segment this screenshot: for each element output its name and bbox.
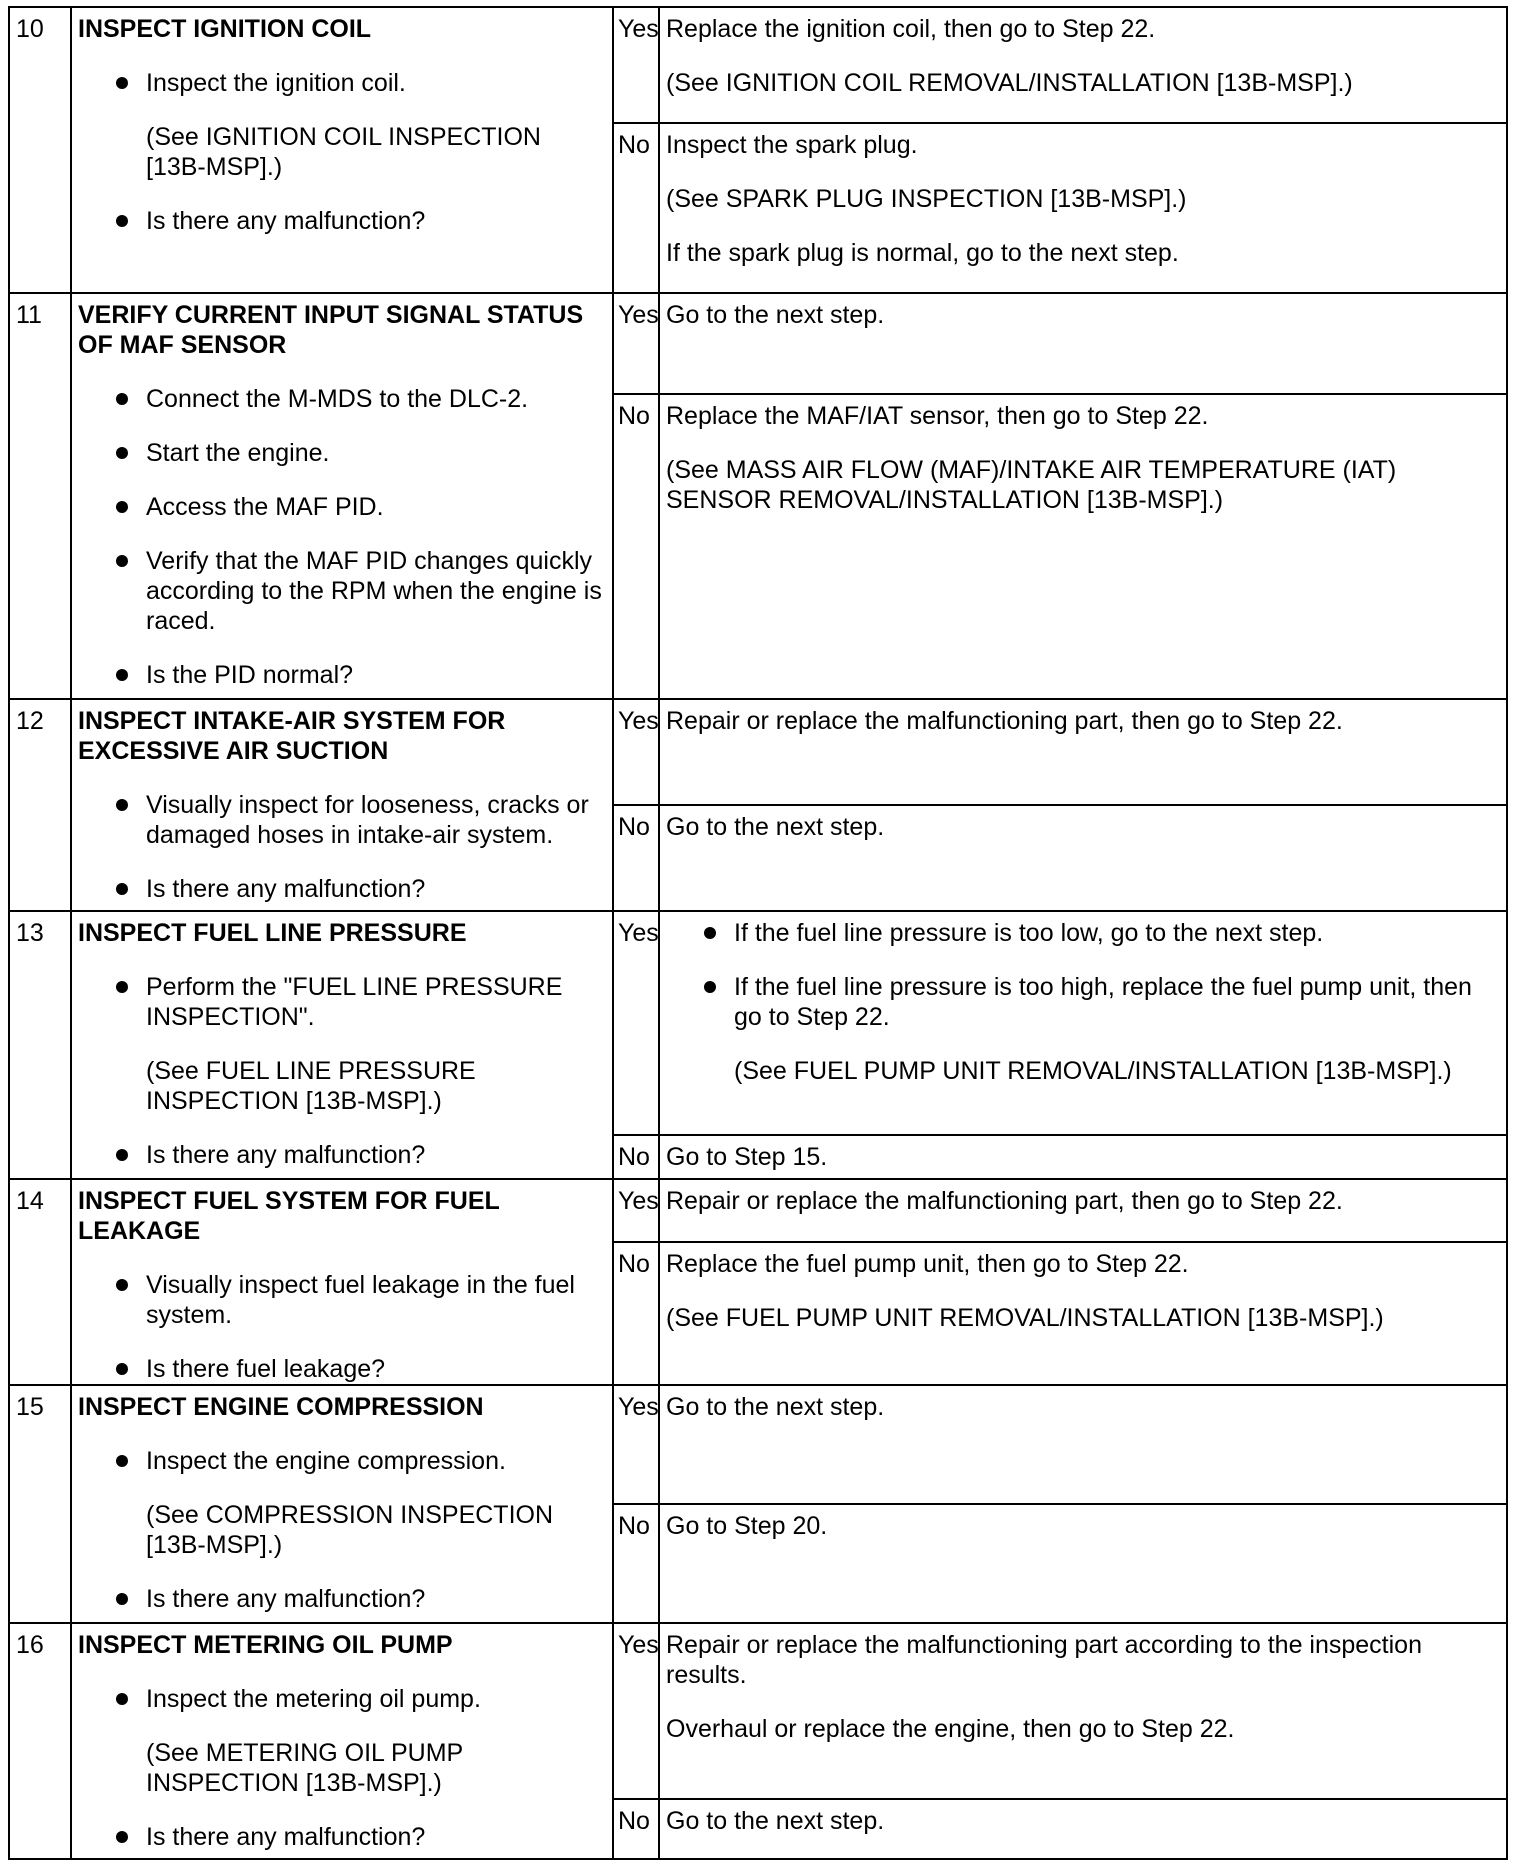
action-text: Perform the "FUEL LINE PRESSURE INSPECTION". [146,973,563,1031]
step-action-cell [71,1179,613,1385]
action-item [78,660,606,690]
action-item [78,438,606,468]
step-11-yes-row [9,293,1507,394]
step-action-cell [71,911,613,1179]
yes-label: Yes [613,1623,659,1799]
step-16-yes-row [9,1623,1507,1799]
step-number: 13 [9,911,71,1179]
result-text: If the fuel line pressure is too low, go to the next step. [734,919,1324,947]
action-text: Visually inspect for looseness, cracks or damaged hoses in intake-air system. [146,791,589,849]
action-text: Access the MAF PID. [146,493,384,521]
yes-result-cell [659,1385,1507,1504]
step-title: INSPECT FUEL SYSTEM FOR FUEL LEAKAGE [78,1187,500,1245]
yes-result-cell [659,293,1507,394]
action-item [78,790,606,850]
result-item [666,918,1500,948]
no-label: No [613,1242,659,1385]
action-text: Is the PID normal? [146,661,354,689]
result-text: Go to the next step. [666,1393,885,1421]
bullet-icon [116,669,128,681]
bullet-icon [116,981,128,993]
no-label: No [613,123,659,293]
result-text: If the spark plug is normal, go to the next step. [666,239,1179,267]
action-text: Is there any malfunction? [146,207,426,235]
bullet-icon [116,1363,128,1375]
bullet-icon [116,1149,128,1161]
action-item [78,1684,606,1714]
action-list [78,206,606,236]
step-title: INSPECT METERING OIL PUMP [78,1631,453,1659]
action-text: Verify that the MAF PID changes quickly according to the RPM when the engine is raced. [146,547,602,635]
yes-result-cell [659,7,1507,123]
step-number: 15 [9,1385,71,1623]
bullet-icon [116,77,128,89]
result-text: Replace the fuel pump unit, then go to Step 22. [666,1249,1189,1278]
diagnostic-page [8,6,1508,1851]
action-list [78,972,606,1032]
step-number: 10 [9,7,71,293]
step-action-cell [71,1385,613,1623]
result-text: Go to the next step. [666,1807,885,1835]
reference-link[interactable]: (See COMPRESSION INSPECTION [13B-MSP].) [146,1501,554,1559]
action-item [78,1270,606,1330]
reference-link[interactable]: (See FUEL LINE PRESSURE INSPECTION [13B-MSP].) [146,1057,476,1115]
result-text: Go to the next step. [666,301,885,329]
action-item [78,972,606,1032]
step-title: INSPECT ENGINE COMPRESSION [78,1393,484,1421]
step-number: 11 [9,293,71,699]
action-item [78,1822,606,1852]
diagnostic-table [8,6,1508,1860]
action-text: Inspect the ignition coil. [146,69,406,97]
result-text: Repair or replace the malfunctioning part, then go to Step 22. [666,1187,1343,1215]
bullet-icon [116,1831,128,1843]
action-item [78,546,606,636]
bullet-icon [116,393,128,405]
reference-link[interactable]: (See SPARK PLUG INSPECTION [13B-MSP].) [666,185,1187,213]
action-text: Visually inspect fuel leakage in the fuel system. [146,1271,575,1329]
bullet-icon [116,799,128,811]
step-number: 12 [9,699,71,911]
action-list [78,1584,606,1614]
no-result-cell [659,1135,1507,1179]
result-text: Overhaul or replace the engine, then go to Step 22. [666,1715,1235,1743]
step-13-yes-row [9,911,1507,1135]
result-text: Inspect the spark plug. [666,131,918,159]
action-text: Is there fuel leakage? [146,1355,386,1383]
step-action-cell [71,699,613,911]
action-text: Inspect the engine compression. [146,1447,506,1475]
no-result-cell [659,394,1507,699]
reference-link[interactable]: (See FUEL PUMP UNIT REMOVAL/INSTALLATION [13B-MSP].) [666,1303,1384,1332]
action-list [78,1140,606,1170]
action-list [78,790,606,904]
no-result-cell [659,123,1507,293]
action-list [78,1822,606,1852]
yes-label: Yes [613,699,659,805]
step-15-yes-row [9,1385,1507,1504]
step-title: VERIFY CURRENT INPUT SIGNAL STATUS OF MAF SENSOR [78,301,584,359]
step-action-cell [71,293,613,699]
action-text: Is there any malfunction? [146,1585,426,1613]
action-item [78,492,606,522]
result-text: Go to Step 15. [666,1143,828,1171]
result-text: Repair or replace the malfunctioning part, then go to Step 22. [666,707,1343,735]
bullet-icon [116,215,128,227]
result-text: Replace the MAF/IAT sensor, then go to Step 22. [666,402,1209,430]
action-list [78,68,606,98]
result-text: If the fuel line pressure is too high, replace the fuel pump unit, then go to Step 22. [734,973,1472,1031]
no-result-cell [659,805,1507,911]
action-text: Start the engine. [146,439,330,467]
result-text: Replace the ignition coil, then go to Step 22. [666,15,1156,43]
action-list [78,1684,606,1714]
action-item [78,874,606,904]
reference-link[interactable]: (See METERING OIL PUMP INSPECTION [13B-MSP].) [146,1739,463,1797]
action-item [78,1354,606,1384]
action-list [78,1446,606,1476]
no-label: No [613,1135,659,1179]
step-title: INSPECT FUEL LINE PRESSURE [78,919,467,947]
action-item [78,206,606,236]
action-text: Inspect the metering oil pump. [146,1685,481,1713]
yes-label: Yes [613,1385,659,1504]
yes-label: Yes [613,293,659,394]
result-text: Go to Step 20. [666,1512,828,1540]
reference-link[interactable]: (See FUEL PUMP UNIT REMOVAL/INSTALLATION [13B-MSP].) [734,1057,1452,1085]
step-number: 14 [9,1179,71,1385]
step-14-yes-row [9,1179,1507,1242]
action-text: Is there any malfunction? [146,875,426,903]
step-action-cell [71,1623,613,1859]
action-item [78,68,606,98]
step-action-cell [71,7,613,293]
bullet-icon [116,1455,128,1467]
bullet-icon [116,1593,128,1605]
step-10-yes-row [9,7,1507,123]
action-text: Is there any malfunction? [146,1823,426,1851]
bullet-icon [116,1279,128,1291]
bullet-icon [704,927,716,939]
action-item [78,384,606,414]
action-list [78,1270,606,1384]
bullet-icon [704,981,716,993]
result-item [666,972,1500,1032]
result-text: Repair or replace the malfunctioning part according to the inspection results. [666,1631,1422,1689]
action-item [78,1584,606,1614]
action-list [78,384,606,690]
step-title: INSPECT IGNITION COIL [78,15,372,43]
action-text: Is there any malfunction? [146,1141,426,1169]
yes-result-cell [659,699,1507,805]
action-text: Connect the M-MDS to the DLC-2. [146,385,529,413]
reference-link[interactable]: (See IGNITION COIL INSPECTION [13B-MSP].) [146,123,541,181]
no-label: No [613,1799,659,1859]
action-item [78,1446,606,1476]
yes-label: Yes [613,1179,659,1242]
bullet-icon [116,883,128,895]
step-12-yes-row [9,699,1507,805]
reference-link[interactable]: (See IGNITION COIL REMOVAL/INSTALLATION [13B-MSP].) [666,69,1353,97]
no-label: No [613,805,659,911]
result-text: Go to the next step. [666,813,885,841]
yes-result-cell [659,1179,1507,1242]
no-label: No [613,1504,659,1623]
bullet-icon [116,555,128,567]
no-result-cell [659,1799,1507,1859]
no-result-cell [659,1242,1507,1385]
yes-label: Yes [613,7,659,123]
yes-result-cell [659,911,1507,1135]
no-result-cell [659,1504,1507,1623]
step-title: INSPECT INTAKE-AIR SYSTEM FOR EXCESSIVE AIR SUCTION [78,707,506,765]
yes-result-cell [659,1623,1507,1799]
reference-link[interactable]: (See MASS AIR FLOW (MAF)/INTAKE AIR TEMPERATURE (IAT) SENSOR REMOVAL/INSTALLATION [13B-MSP].) [666,456,1397,514]
bullet-icon [116,1693,128,1705]
bullet-icon [116,501,128,513]
yes-label: Yes [613,911,659,1135]
action-item [78,1140,606,1170]
no-label: No [613,394,659,699]
result-list [666,918,1500,1032]
bullet-icon [116,447,128,459]
step-number: 16 [9,1623,71,1859]
